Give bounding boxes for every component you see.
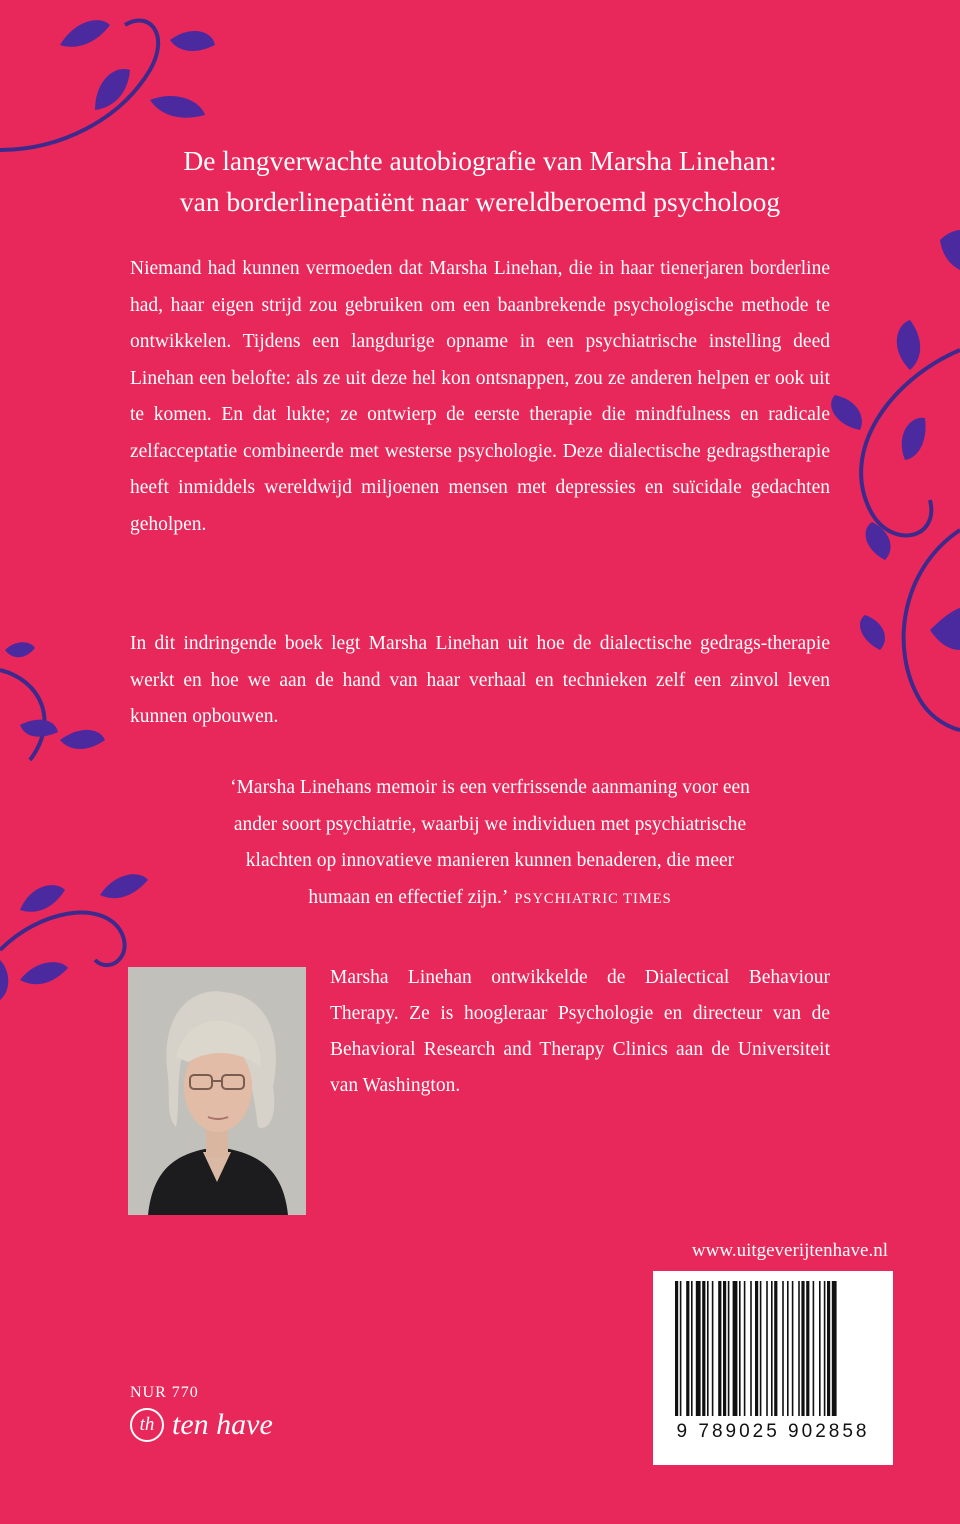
barcode-bar: [827, 1281, 830, 1416]
barcode-bar: [707, 1281, 709, 1416]
barcode-bar: [798, 1281, 800, 1416]
barcode-bar: [680, 1281, 682, 1416]
barcode-bar: [675, 1281, 678, 1416]
barcode-bar: [766, 1281, 768, 1416]
barcode-bar: [728, 1281, 730, 1416]
barcode-bar: [824, 1281, 826, 1416]
blurb-paragraph-2: [130, 626, 830, 736]
barcode-bar: [792, 1281, 794, 1416]
barcode-bar: [733, 1281, 738, 1416]
barcode-bar: [813, 1281, 815, 1416]
quote-source: PSYCHIATRIC TIMES: [514, 890, 672, 907]
barcode-bar: [744, 1281, 746, 1416]
barcode-bar: [750, 1281, 752, 1416]
quote-line-4: [140, 880, 840, 918]
barcode-bar: [760, 1281, 762, 1416]
publisher-logo-name: ten have: [172, 1408, 273, 1441]
publisher-logo: [130, 1408, 273, 1442]
barcode-bar: [702, 1281, 705, 1416]
quote-line-3: klachten op innovatieve manieren kunnen benaderen, die meer: [245, 850, 735, 871]
barcode-bar: [801, 1281, 804, 1416]
publisher-logo-mark: th: [130, 1408, 164, 1442]
publisher-url[interactable]: www.uitgeverijtenhave.nl: [691, 1240, 888, 1261]
barcode-bar: [832, 1281, 837, 1416]
barcode-bar: [819, 1281, 821, 1416]
floral-ornament-left: [0, 640, 140, 790]
nur-code: NUR 770: [130, 1384, 199, 1401]
paragraph-text: Niemand had kunnen vermoeden dat Marsha Linehan, die in haar tienerjaren borderline had, haar eigen strijd zou gebruiken om een baanbrekende psychologische methode te ontwikkelen. Tijdens een langdurige opname in een psychiatrische instelling deed Linehan een belofte: als ze uit deze hel kon ontsnappen, zou ze anderen helpen er ook uit te komen. En dat lukte; ze ontwierp de eerste therapie die mindfulness en radicale zelfacceptatie combineerde met westerse psychologie. Deze dialectische gedragstherapie heeft inmiddels wereldwijd miljoenen mensen met depressies en suïcidale gedachten geholpen.: [130, 258, 830, 535]
blurb-paragraph-1: [130, 251, 830, 543]
paragraph-text: In dit indringende boek legt Marsha Linehan uit hoe de dialectische gedrags-therapie werkt en hoe we aan de hand van haar verhaal en technieken zelf een zinvol leven kunnen opbouwen.: [130, 633, 830, 727]
barcode-bar: [739, 1281, 741, 1416]
barcode-bar: [691, 1281, 693, 1416]
quote-line-2: ander soort psychiatrie, waarbij we individuen met psychiatrische: [233, 813, 747, 835]
headline-line-2: van borderlinepatiënt naar wereldberoemd psycholoog: [179, 186, 781, 217]
barcode-bar: [755, 1281, 758, 1416]
headline: [120, 140, 840, 222]
barcode-bar: [686, 1281, 689, 1416]
barcode-bar: [718, 1281, 721, 1416]
isbn-barcode: [653, 1271, 893, 1465]
barcode-bar: [774, 1281, 777, 1416]
barcode-bar: [696, 1281, 701, 1416]
barcode-bar: [787, 1281, 789, 1416]
headline-line-1: De langverwachte autobiografie van Marsha Linehan:: [183, 145, 777, 176]
barcode-bars: [653, 1271, 893, 1421]
barcode-bar: [806, 1281, 809, 1416]
review-quote: [140, 770, 840, 917]
quote-line-4-text: humaan en effectief zijn.’: [308, 886, 509, 908]
barcode-bar: [723, 1281, 726, 1416]
quote-line-1: ‘Marsha Linehans memoir is een verfrissende aanmaning voor een: [230, 777, 750, 798]
barcode-bar: [771, 1281, 773, 1416]
author-bio: Marsha Linehan ontwikkelde de Dialectical Behaviour Therapy. Ze is hoogleraar Psychologie en directeur van de Behavioral Research and Therapy Clinics aan de Universiteit van Washington.: [330, 967, 830, 1096]
barcode-bar: [782, 1281, 784, 1416]
author-photo: [128, 967, 306, 1215]
isbn-number: 9 789025 902858: [676, 1421, 870, 1442]
barcode-bar: [712, 1281, 714, 1416]
